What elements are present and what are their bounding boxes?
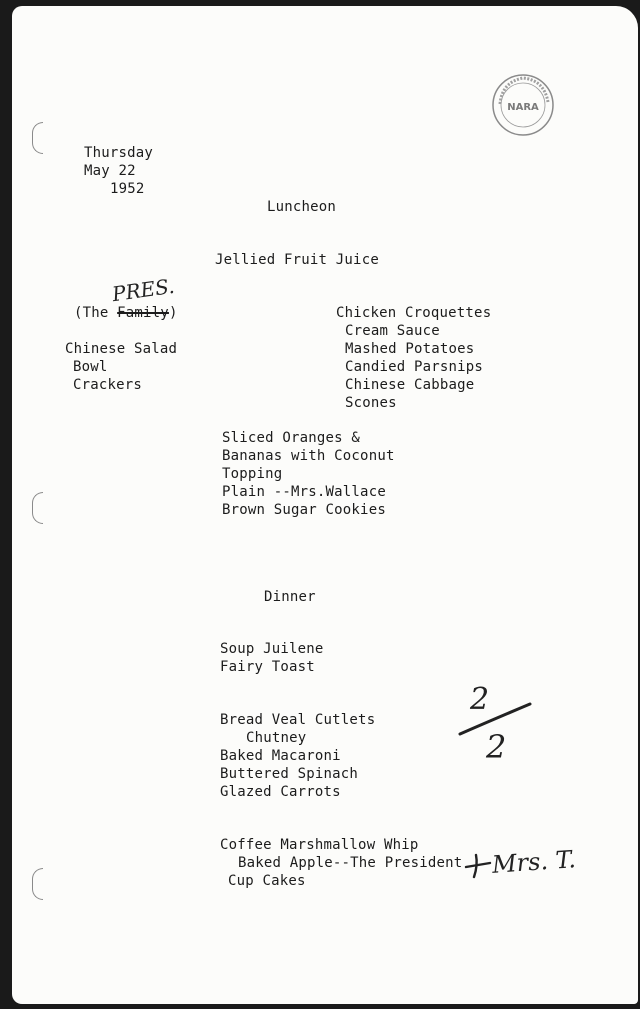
date-month-day: May 22 <box>84 163 136 179</box>
punch-hole <box>32 492 43 524</box>
dinner-dessert-item: Coffee Marshmallow Whip <box>220 837 419 853</box>
dinner-heading: Dinner <box>264 589 316 605</box>
handwritten-mrs-t: Mrs. T. <box>491 845 577 879</box>
luncheon-dessert-item: Bananas with Coconut <box>222 448 395 464</box>
luncheon-dessert-item: Topping <box>222 466 283 482</box>
luncheon-course-juice: Jellied Fruit Juice <box>215 252 379 268</box>
dinner-main-item: Bread Veal Cutlets <box>220 712 376 728</box>
family-item: Bowl <box>73 359 108 375</box>
luncheon-main-item: Cream Sauce <box>345 323 440 339</box>
family-label: (The Family) <box>74 305 178 321</box>
luncheon-dessert-item: Plain --Mrs.Wallace <box>222 484 386 500</box>
luncheon-dessert-item: Sliced Oranges & <box>222 430 361 446</box>
archive-stamp-icon <box>488 70 558 140</box>
handwritten-plus-icon <box>464 851 492 879</box>
dinner-soup-item: Soup Juilene <box>220 641 324 657</box>
date-year: 1952 <box>110 181 145 197</box>
date-weekday: Thursday <box>84 145 154 161</box>
menu-page <box>12 6 638 1004</box>
punch-hole <box>32 868 43 900</box>
luncheon-heading: Luncheon <box>267 199 337 215</box>
luncheon-main-item: Chicken Croquettes <box>336 305 492 321</box>
dinner-main-item: Chutney <box>246 730 307 746</box>
luncheon-main-item: Scones <box>345 395 397 411</box>
dinner-main-item: Baked Macaroni <box>220 748 341 764</box>
luncheon-main-item: Chinese Cabbage <box>345 377 475 393</box>
luncheon-main-item: Mashed Potatoes <box>345 341 475 357</box>
fraction-bottom: 2 <box>486 728 507 766</box>
luncheon-main-item: Candied Parsnips <box>345 359 484 375</box>
dinner-dessert-item: Baked Apple--The President <box>238 855 463 871</box>
fraction-top: 2 <box>470 682 490 717</box>
dinner-main-item: Buttered Spinach <box>220 766 359 782</box>
dinner-soup-item: Fairy Toast <box>220 659 315 675</box>
dinner-dessert-item: Cup Cakes <box>228 873 306 889</box>
dinner-main-item: Glazed Carrots <box>220 784 341 800</box>
handwritten-fraction <box>452 682 542 774</box>
luncheon-dessert-item: Brown Sugar Cookies <box>222 502 386 518</box>
svg-text:NARA: NARA <box>507 102 539 113</box>
handwritten-pres: PRES. <box>110 273 176 307</box>
family-struck-word: Family <box>117 305 169 321</box>
family-item: Chinese Salad <box>65 341 178 357</box>
punch-hole <box>32 122 43 154</box>
family-item: Crackers <box>73 377 143 393</box>
